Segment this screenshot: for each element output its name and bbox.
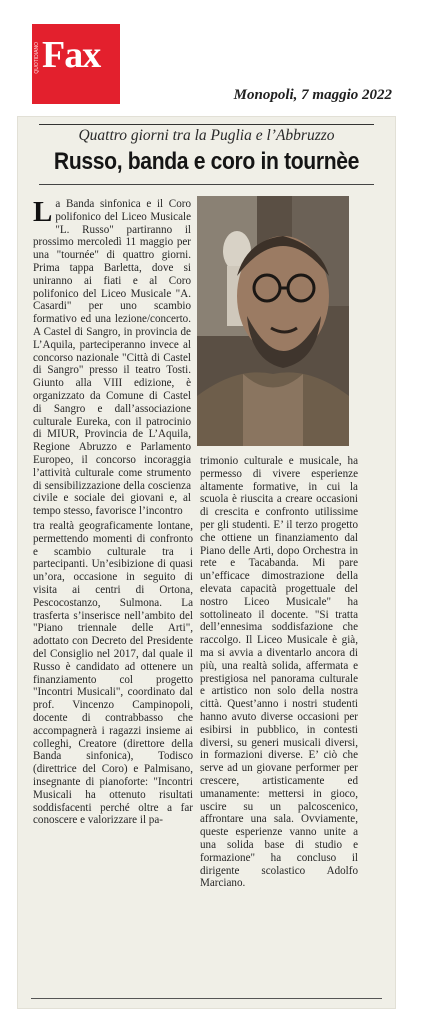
article-headline: Russo, banda e coro in tournèe [53,148,360,175]
portrait-illustration [197,196,349,446]
portrait-photo [197,196,349,446]
drop-cap: L [33,198,53,228]
article-column-1-continued [33,520,193,994]
newspaper-clipping [17,116,396,1009]
article-column-2: trimonio culturale e musicale, ha permesso di vivere esperienze altamente formative, in cui la scuola è riuscita a creare occasioni di crescita e confronto utilissime per gli studenti. E’ il terzo progetto che ottiene un finanziamento dal Piano delle Arti, dopo Orchestra in rete e Tacabanda. Mi pare un’efficace dimostrazione della elevata capacità progettuale del nostro Liceo Musicale" ha sottolineato il docente. "Si tratta dell’ennesima soddisfazione che raccolgo. Il Liceo Musicale è già, ma si avvia a diventarlo ancora di più, una realtà solida, affermata e prestigiosa nel panorama culturale e artistico non solo della nostra città. Quest’anno i nostri studenti hanno avuto diverse occasioni per esibirsi in pubblico, in contesti diversi, su generi musicali diversi, in formazioni diverse. E’ ciò che serve ad un giovane performer per crescere, artisticamente ed umanamente: mettersi in gioco, uscire su un palcoscenico, affrontare una sala. Ovviamente, queste esperienze vanno unite a una solida base di studio e formazione" ha concluso il dirigente scolastico Adolfo Marciano. [200,455,358,890]
headline-rule [39,184,374,185]
column-1-continued-text: tra realtà geograficamente lontane, permettendo momenti di confronto e scambio culturale tra i partecipanti. Un’esibizione di quasi un’ora, occasione in seguito di visita ai centri di Ortona, Pescocostanzo, Sulmona. La trasferta s’inserisce nell’ambito del "Piano triennale delle Arti", adottato con Decreto del Presidente del Consiglio nel 2017, dal quale il Russo è candidato ad ottenere un finanziamento col progetto "Incontri Musicali", coordinato dal prof. Vincenzo Campinopoli, docente di contrabbasso che accompagnerà i ragazzi insieme ai colleghi, Creatore (direttore della Banda sinfonica), Todisco (direttrice del Coro) e Palmisano, insegnante di pianoforte: "Incontri Musicali ha ottenuto risultati soddisfacenti perché oltre a far conoscere e valorizzare il pa- [33,520,193,827]
article-column-1 [33,198,191,518]
bottom-rule [31,998,382,999]
newspaper-logo [32,24,120,104]
article-kicker: Quattro giorni tra la Puglia e l’Abbruzzo [78,127,335,144]
logo-vertical-tag: QUOTIDIANO [34,42,40,74]
dateline: Monopoli, 7 maggio 2022 [233,87,392,103]
column-1-text: a Banda sinfonica e il Coro polifonico del Liceo Musicale "L. Russo" partiranno il prossimo mercoledì 11 maggio per una "tournée" di quattro giorni. Prima tappa Barletta, dove si uniranno ai fiati e al Coro polifonico del Liceo Musicale "A. Casardi" per uno scambio formativo ed una lezione/concerto. A Castel di Sangro, in provincia de L’Aquila, parteciperanno invece al concorso nazionale "Città di Castel di Sangro" presso il teatro Tosti. Giunto alla VIII edizione, è organizzato da Comune di Castel di Sangro e dall’associazione culturale Eureka, con il patrocinio di MIUR, Provincia de L’Aquila, Regione Abruzzo e Parlamento Europeo, il concorso incoraggia l’attività culturale come strumento di sensibilizzazione della coscienza civile e sociale dei giovani e, al tempo stesso, favorisce l’incontro [33,198,191,518]
logo-text: Fax [42,34,101,76]
top-rule [39,124,374,125]
